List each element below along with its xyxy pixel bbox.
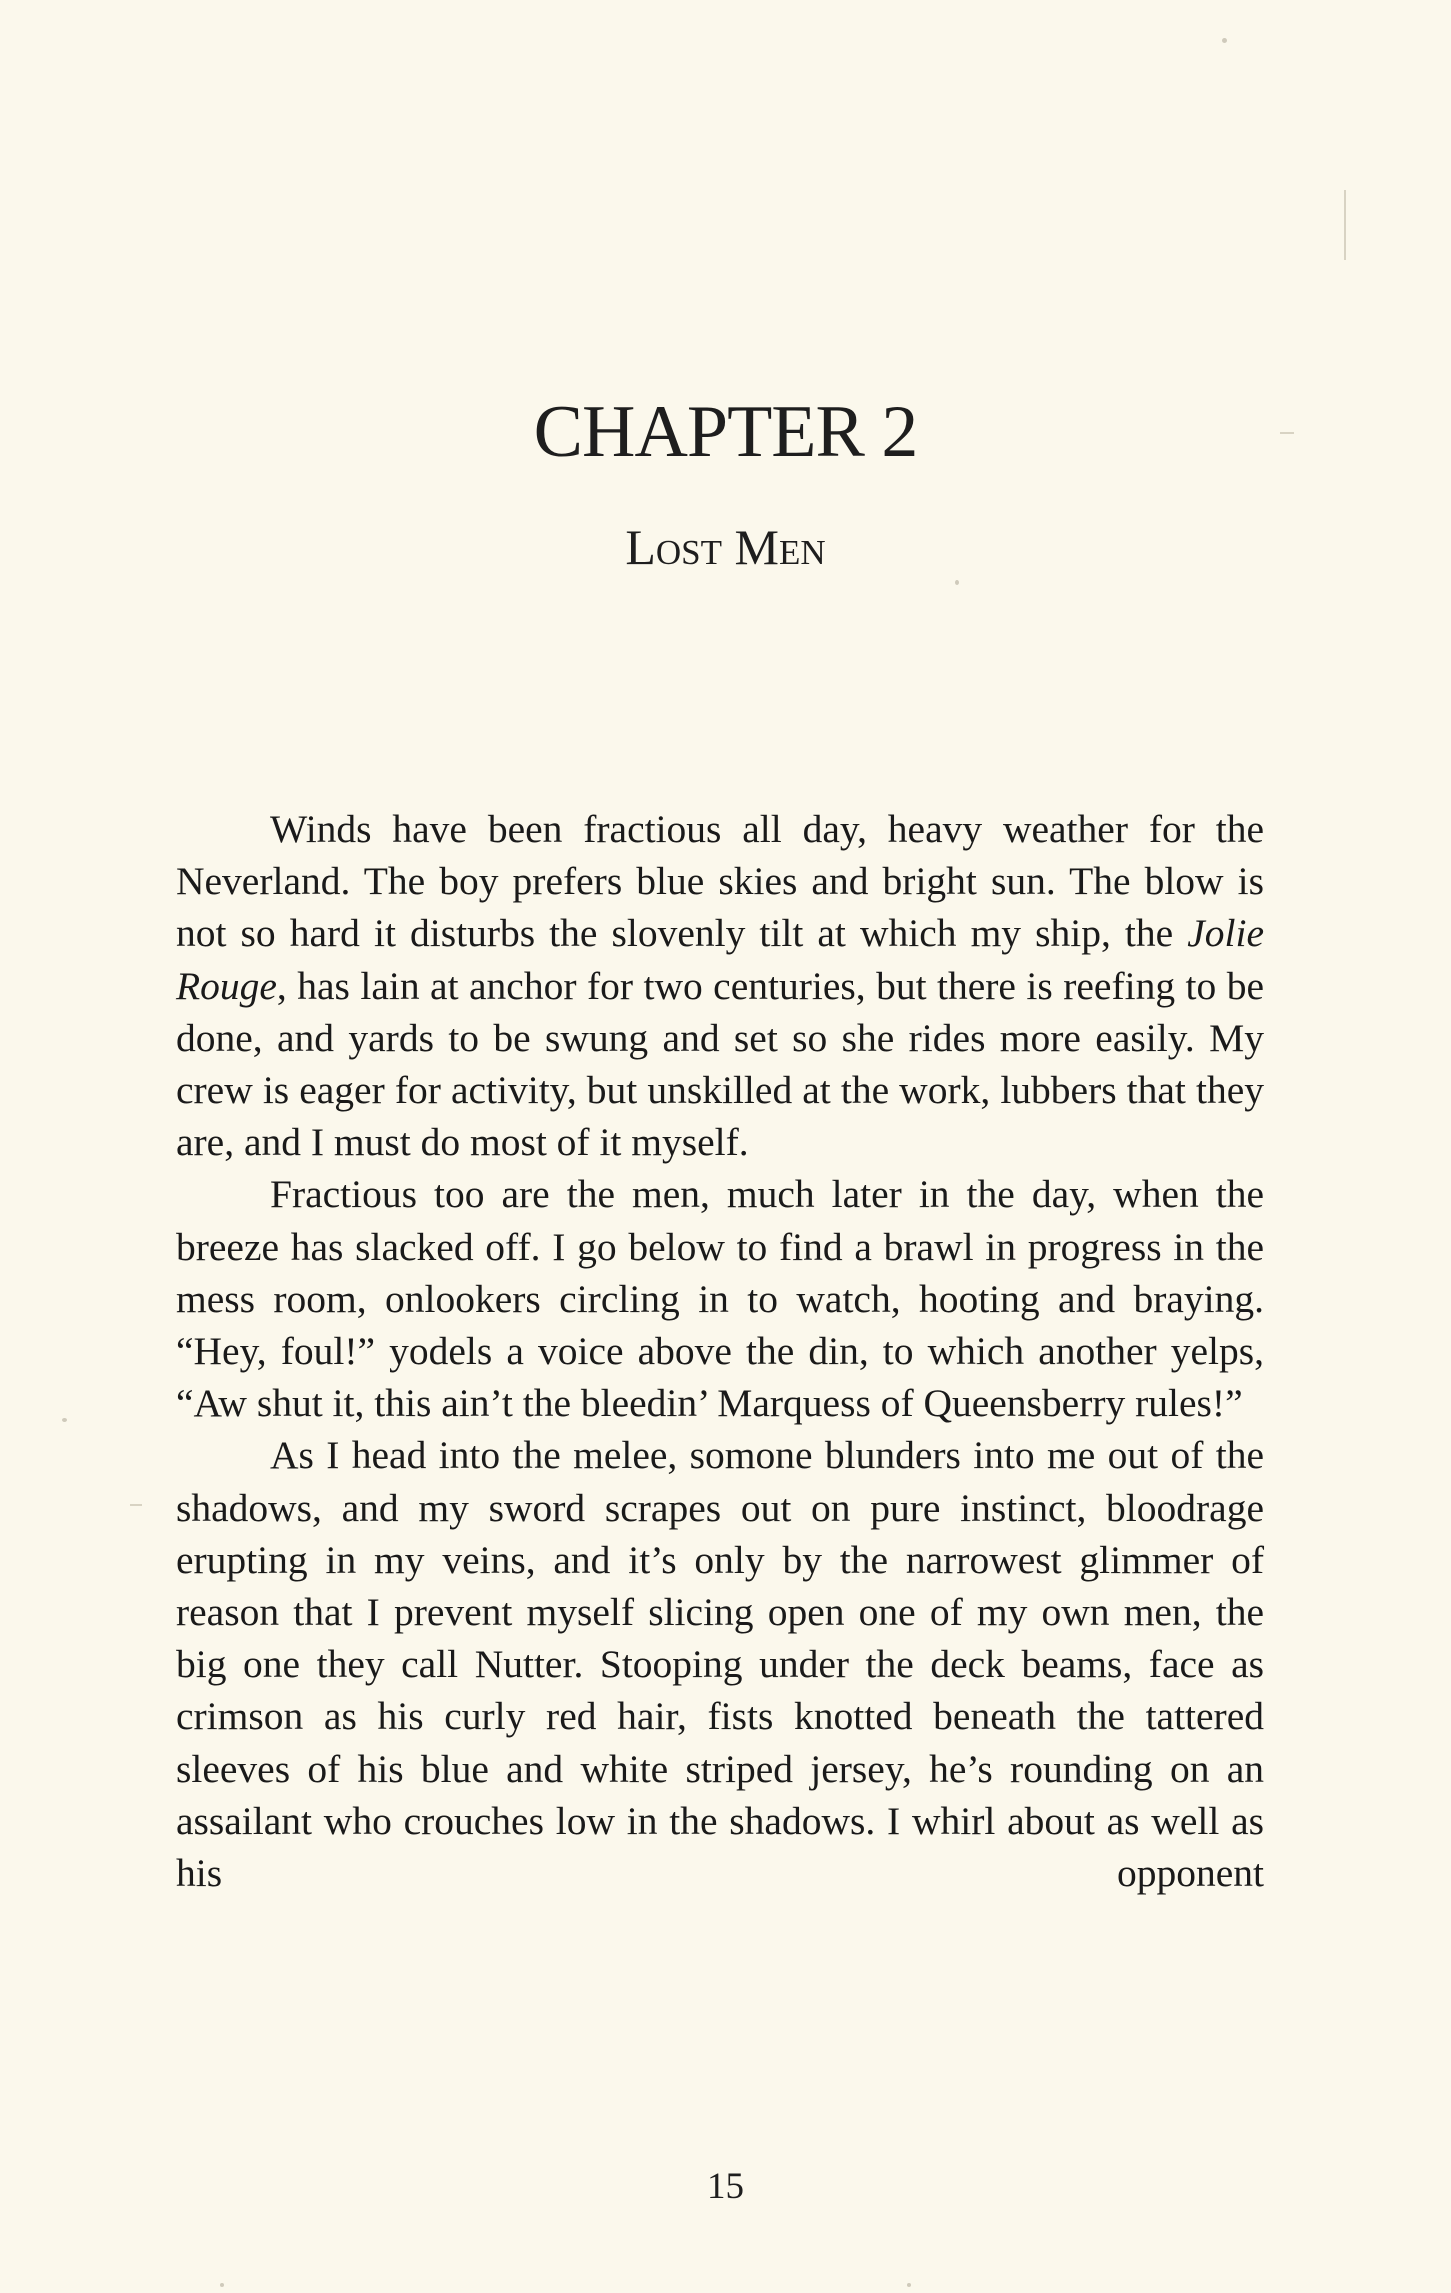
chapter-heading: CHAPTER 2 bbox=[533, 391, 918, 473]
paragraph: Fractious too are the men, much later in the day, when the breeze has slacked off. I go below to find a brawl in progress in the mess room, onlookers circling in to watch, hooting and braying. “Hey, foul!” yodels a voice above the din, to which another yelps, “Aw shut it, this ain’t the bleedin’ Marquess of Queensberry rules!” bbox=[176, 1172, 1264, 1426]
paragraph-text: , has lain at anchor for two centuries, but there is reefing to be done, and yards to be swung and set so she rides more easily. My crew is eager for activity, but unskilled at the work, lubbers that they are, and I must do most of it myself. bbox=[176, 963, 1264, 1165]
paragraph: As I head into the melee, somone blunders into me out of the shadows, and my sword scrapes out on pure instinct, bloodrage erupting in my veins, and it’s only by the narrowest glimmer of reason that I prevent myself slicing open one of my own men, the big one they call Nutter. Stooping under the deck beams, face as crimson as his curly red hair, fists knotted beneath the tattered sleeves of his blue and white striped jersey, he’s rounding on an assailant who crouches low in the shadows. I whirl about as well as his opponent bbox=[176, 1433, 1264, 1896]
page-number: 15 bbox=[707, 2166, 744, 2207]
paragraph bbox=[176, 803, 1264, 1168]
chapter-subtitle: Lost Men bbox=[625, 519, 826, 575]
paper-edge-mark bbox=[1344, 190, 1346, 260]
paper-edge-mark bbox=[130, 1504, 142, 1506]
paper-speck bbox=[907, 2283, 911, 2287]
body-text bbox=[176, 803, 1264, 1899]
paper-speck bbox=[62, 1418, 67, 1422]
paragraph-text: Winds have been fractious all day, heavy weather for the Neverland. The boy prefers blue skies and bright sun. The blow is not so hard it disturbs the slovenly tilt at which my ship, the bbox=[176, 807, 1264, 956]
paper-speck bbox=[955, 580, 959, 585]
paper-speck bbox=[1222, 38, 1227, 43]
ship-name: Jolie Rouge bbox=[176, 911, 1264, 1008]
paper-speck bbox=[220, 2283, 224, 2287]
